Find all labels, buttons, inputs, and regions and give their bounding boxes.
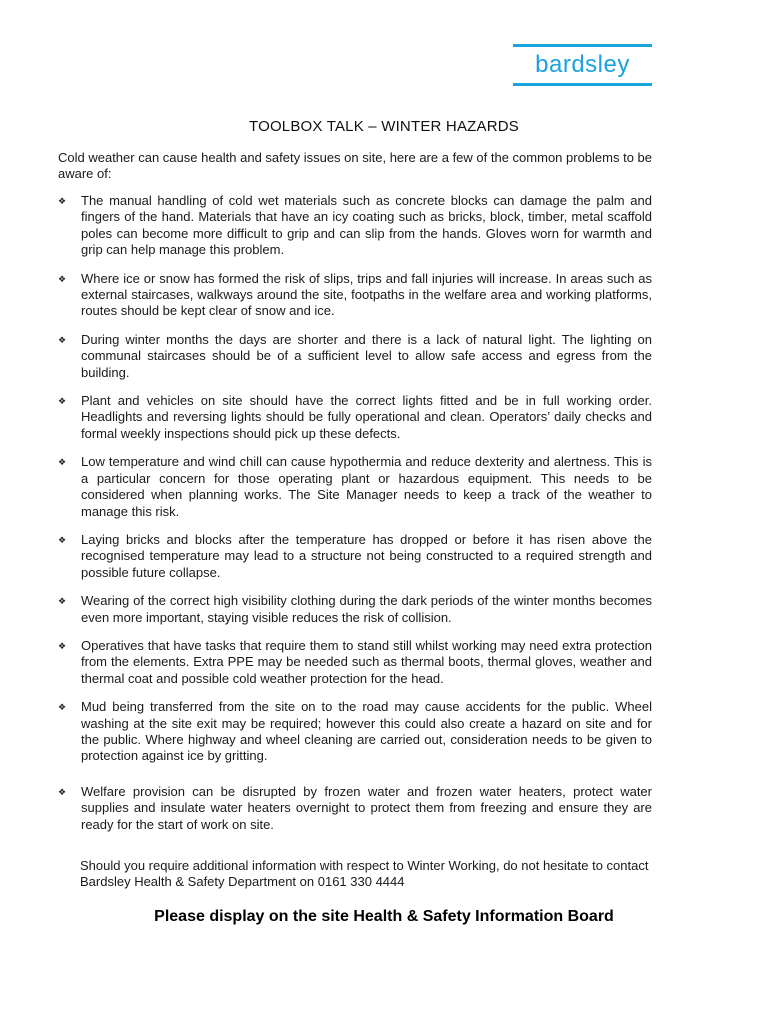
list-item <box>58 454 652 520</box>
diamond-bullet-icon: ❖ <box>58 596 67 607</box>
diamond-bullet-icon: ❖ <box>58 640 67 651</box>
list-item-text: Laying bricks and blocks after the temperature has dropped or before it has risen above the recognised temperature may lead to a structure not being constructed to a required strength and possible future collapse. <box>81 531 652 580</box>
list-item <box>58 638 652 687</box>
list-item <box>58 193 652 259</box>
bardsley-logo <box>513 44 652 86</box>
logo-top-rule <box>513 44 652 47</box>
diamond-bullet-icon: ❖ <box>58 396 67 407</box>
list-item <box>58 532 652 581</box>
list-item <box>58 393 652 442</box>
diamond-bullet-icon: ❖ <box>58 786 67 797</box>
list-item-text: Wearing of the correct high visibility clothing during the dark periods of the winter months becomes even more important, staying visible reduces the risk of collision. <box>81 593 652 625</box>
list-item-text: Mud being transferred from the site on to the road may cause accidents for the public. Wheel washing at the site exit may be required; however this could also create a hazard on site and for the public. Where highway and wheel cleaning are carried out, consideration needs to be given to protection against ice by gritting. <box>81 699 652 764</box>
list-item <box>58 271 652 320</box>
list-item <box>58 332 652 381</box>
page-title: TOOLBOX TALK – WINTER HAZARDS <box>248 118 520 135</box>
diamond-bullet-icon: ❖ <box>58 196 67 206</box>
diamond-bullet-icon: ❖ <box>58 702 67 713</box>
list-item-text: The manual handling of cold wet materials such as concrete blocks can damage the palm and fingers of the hand. Materials that have an icy coating such as bricks, block, timber, metal scaffold poles can become more difficult to grip and can slip from the hands. Gloves worn for warmth and grip can help manage this problem. <box>81 193 652 258</box>
contact-paragraph: Should you require additional information with respect to Winter Working, do not hesitate to contact Bardsley Health & Safety Department on 0161 330 4444 <box>80 858 649 890</box>
list-item-text: During winter months the days are shorter and there is a lack of natural light. The lighting on communal staircases should be of a sufficient level to allow safe access and egress from the building. <box>81 331 652 380</box>
list-item-text: Plant and vehicles on site should have the correct lights fitted and be in full working order. Headlights and reversing lights should be fully operational and clean. Operators’ daily checks and formal weekly inspections should pick up these defects. <box>81 393 652 441</box>
display-notice: Please display on the site Health & Safety Information Board <box>154 908 614 925</box>
diamond-bullet-icon: ❖ <box>58 273 67 284</box>
list-item-text: Welfare provision can be disrupted by frozen water and frozen water heaters, protect water supplies and insulate water heaters overnight to protect them from freezing and ensure they are ready for the start of work on site. <box>81 783 652 832</box>
logo-wordmark: bardsley <box>535 51 630 78</box>
list-item <box>58 593 652 626</box>
diamond-bullet-icon: ❖ <box>58 457 67 468</box>
list-item <box>58 784 652 833</box>
intro-paragraph: Cold weather can cause health and safety issues on site, here are a few of the common problems to be aware of: <box>58 150 653 182</box>
list-item-text: Where ice or snow has formed the risk of slips, trips and fall injuries will increase. In areas such as external staircases, walkways around the site, footpaths in the welfare area and working platforms, routes should be kept clear of snow and ice. <box>81 270 652 319</box>
logo-bottom-rule <box>513 83 652 86</box>
list-item <box>58 699 652 765</box>
diamond-bullet-icon: ❖ <box>58 334 67 345</box>
diamond-bullet-icon: ❖ <box>58 534 67 545</box>
hazard-list <box>58 193 652 845</box>
list-item-text: Low temperature and wind chill can cause hypothermia and reduce dexterity and alertness. This is a particular concern for those operating plant or hazardous equipment. This needs to be considered when planning works. The Site Manager needs to keep a track of the weather to manage this risk. <box>81 454 652 519</box>
list-item-text: Operatives that have tasks that require them to stand still whilst working may need extra protection from the elements. Extra PPE may be needed such as thermal boots, thermal gloves, weather and thermal coat and possible cold weather protection for the head. <box>81 637 652 686</box>
